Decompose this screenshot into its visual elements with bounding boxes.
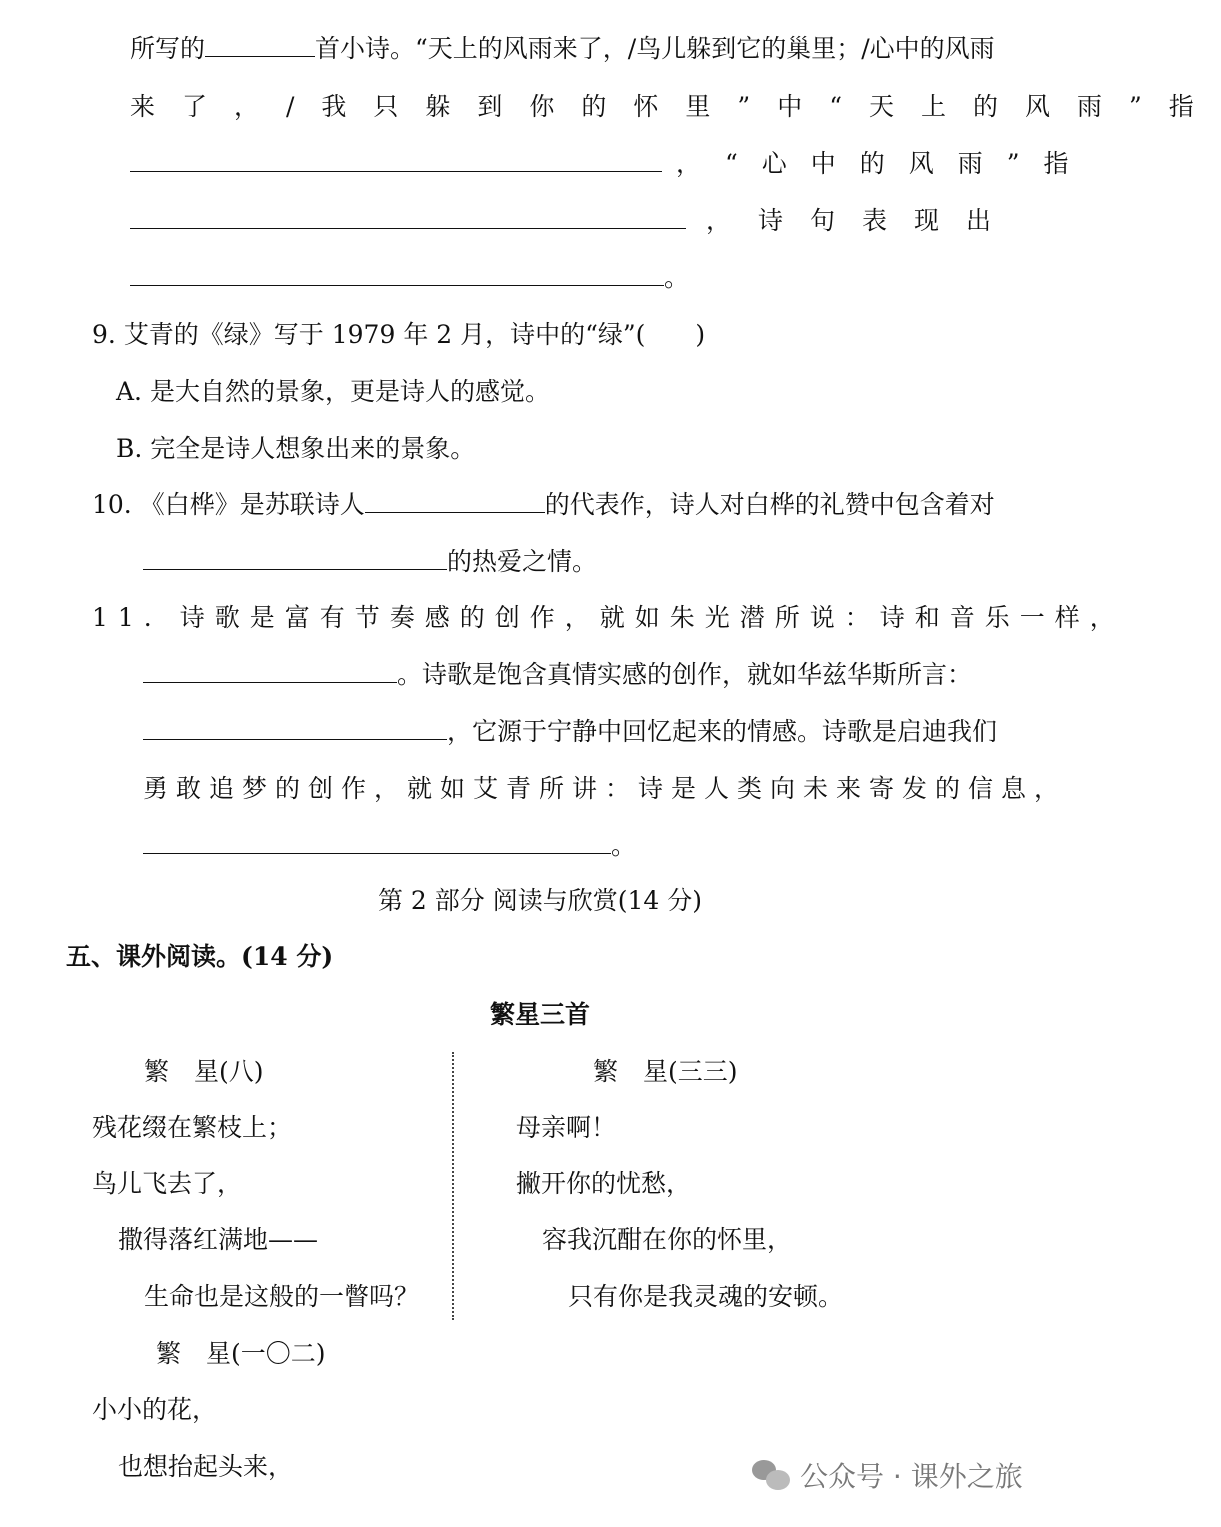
q9-option-a[interactable]: A. 是大自然的景象，更是诗人的感觉。 xyxy=(116,377,550,406)
answer-blank[interactable] xyxy=(143,545,447,570)
poem-line: 残花缀在繁枝上； xyxy=(92,1113,293,1142)
q10-line-1 xyxy=(92,488,995,522)
q8-line-2: 来了，/我只躲到你的怀里”中“天上的风雨”指 xyxy=(130,92,1221,121)
q8-line-1 xyxy=(130,32,995,66)
q11-text: 。诗歌是饱含真情实感的创作，就如华兹华斯所言： xyxy=(397,660,973,689)
answer-blank[interactable] xyxy=(205,32,315,57)
watermark xyxy=(752,1455,1023,1495)
poem-102-title: 繁 星(一〇二) xyxy=(156,1339,326,1368)
q11-text: ，它源于宁静中回忆起来的情感。诗歌是启迪我们 xyxy=(447,717,998,746)
poem-line: 也想抬起头来， xyxy=(118,1452,294,1481)
poem-8-title: 繁 星(八) xyxy=(144,1057,264,1086)
q11-line-3 xyxy=(143,715,997,749)
poem-line: 小小的花， xyxy=(92,1395,218,1424)
q10-text: 的热爱之情。 xyxy=(447,547,598,576)
answer-blank[interactable] xyxy=(130,204,686,229)
part-2-title: 第 2 部分 阅读与欣赏(14 分) xyxy=(377,886,702,915)
q8-text: 首小诗。“天上的风雨来了，/鸟儿躲到它的巢里；/心中的风雨 xyxy=(315,34,995,63)
poem-line: 鸟儿飞去了， xyxy=(92,1169,243,1198)
q8-text: ，“心中的风雨”指 xyxy=(676,149,1093,178)
watermark-text: 公众号 · 课外之旅 xyxy=(800,1460,1023,1493)
section-5-heading: 五、课外阅读。(14 分) xyxy=(66,942,334,971)
answer-blank[interactable] xyxy=(130,147,662,172)
answer-blank[interactable] xyxy=(365,488,545,513)
poem-line: 母亲啊！ xyxy=(516,1113,617,1142)
q8-text: 所写的 xyxy=(130,34,206,63)
poem-line: 容我沉酣在你的怀里， xyxy=(542,1225,793,1254)
q11-line-1: 11. 诗歌是富有节奏感的创作，就如朱光潜所说：诗和音乐一样， xyxy=(92,603,1125,632)
poem-line: 撒得落红满地—— xyxy=(118,1225,319,1254)
q8-line-3 xyxy=(130,147,1093,181)
poem-line: 撇开你的忧愁， xyxy=(516,1169,692,1198)
q9-stem: 9. 艾青的《绿》写于 1979 年 2 月，诗中的“绿”( ) xyxy=(92,320,706,349)
q11-line-4: 勇敢追梦的创作，就如艾青所讲：诗是人类向未来寄发的信息， xyxy=(143,774,1068,803)
poem-line: 生命也是这般的一瞥吗？ xyxy=(144,1282,420,1311)
q9-option-b[interactable]: B. 完全是诗人想象出来的景象。 xyxy=(116,434,476,463)
poem-line: 只有你是我灵魂的安顿。 xyxy=(568,1282,844,1311)
q8-text: 。 xyxy=(664,263,690,292)
q10-line-2 xyxy=(143,545,597,579)
wechat-icon xyxy=(752,1458,792,1492)
q8-line-5 xyxy=(130,261,689,295)
q11-line-5 xyxy=(143,829,636,863)
answer-blank[interactable] xyxy=(130,261,664,286)
answer-blank[interactable] xyxy=(143,658,397,683)
q10-text: 10. 《白桦》是苏联诗人 xyxy=(92,490,365,519)
column-divider xyxy=(452,1052,454,1320)
answer-blank[interactable] xyxy=(143,829,611,854)
answer-blank[interactable] xyxy=(143,715,447,740)
q8-line-4 xyxy=(130,204,1018,238)
q8-text: ，诗句表现出 xyxy=(706,206,1019,235)
poem-33-title: 繁 星(三三) xyxy=(593,1057,738,1086)
q11-line-2 xyxy=(143,658,972,692)
poem-collection-title: 繁星三首 xyxy=(489,1000,590,1029)
q10-text: 的代表作，诗人对白桦的礼赞中包含着对 xyxy=(544,490,995,519)
q11-text: 。 xyxy=(611,831,637,860)
